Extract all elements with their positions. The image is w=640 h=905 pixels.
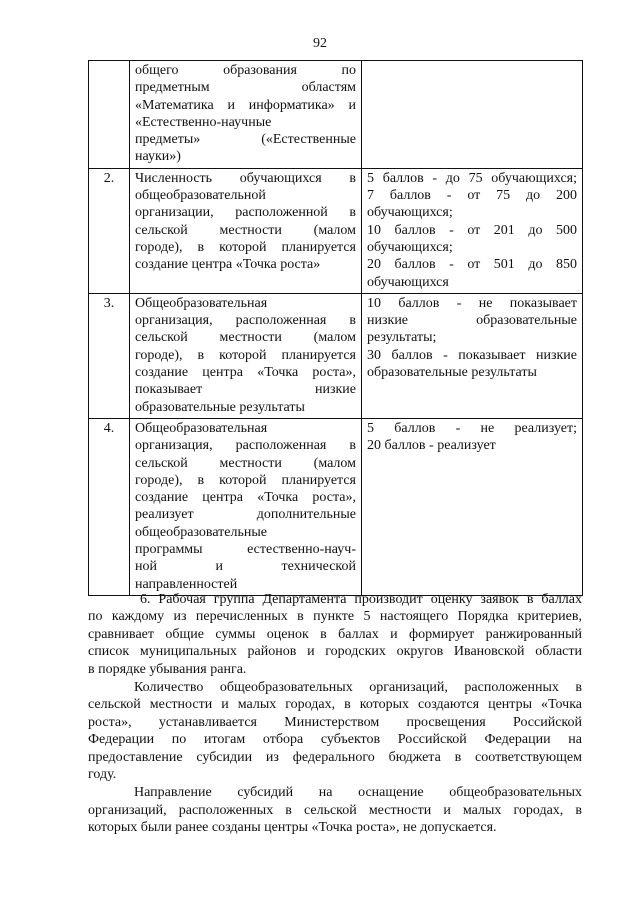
cell-text-line: обучающихся; [367, 239, 453, 255]
cell-text-line: 20 баллов - реализует [367, 438, 496, 454]
paragraph-line: предоставление субсидии из федерального бюджета в соответствующем [88, 749, 582, 765]
cell-text-line: предметы» («Естественные [135, 132, 356, 148]
cell-text-line: показывает низкие [135, 382, 356, 398]
cell-text-line: 10 баллов - от 201 до 500 [367, 222, 577, 238]
criteria-table [88, 60, 583, 596]
cell-text-line: 7 баллов - от 75 до 200 [367, 188, 577, 204]
cell-text-line: сельской местности (малом [135, 330, 356, 346]
cell-text-line: результаты; [367, 330, 437, 346]
cell-text-line: 10 баллов - не показывает [367, 295, 577, 311]
paragraph-line: Направление субсидий на оснащение общеобразовательных [134, 785, 582, 801]
row-number-cell [89, 61, 130, 169]
paragraph-line: сельской местности и малых городах, в которых создаются центры «Точка [88, 697, 582, 713]
cell-text-line: 5 баллов - до 75 обучающихся; [367, 170, 577, 186]
paragraph-line: Количество общеобразовательных организаций, расположенных в [134, 680, 582, 696]
score-cell [362, 418, 583, 595]
table-row [89, 61, 583, 169]
cell-text-line: науки») [135, 149, 181, 165]
cell-text-line: 5 баллов - не реализует; [367, 420, 577, 436]
cell-text-line: общего образования по [135, 63, 356, 78]
criterion-cell [130, 168, 362, 293]
cell-text-line: направленностей [135, 576, 238, 592]
body-paragraph [88, 591, 582, 678]
page-number: 92 [313, 36, 327, 51]
paragraph-line: организаций, расположенных в сельской местности и малых городах, в [88, 802, 582, 818]
criteria-table-body [89, 61, 583, 596]
cell-text-line: обучающихся [367, 274, 449, 290]
body-text [88, 591, 582, 838]
cell-text-line: образовательные результаты [367, 365, 537, 381]
score-cell [362, 293, 583, 418]
score-cell [362, 168, 583, 293]
cell-text-line: сельской местности (малом [135, 455, 356, 471]
cell-text-line: Общеобразовательная [135, 295, 268, 311]
paragraph-line: в порядке убывания ранга. [88, 661, 247, 677]
paragraph-line: 6. Рабочая группа Департамента производит оценку заявок в баллах [140, 592, 582, 607]
cell-text-line: сельской местности (малом [135, 222, 356, 238]
score-cell [362, 61, 583, 169]
cell-text-line: ной и технической [135, 559, 356, 575]
cell-text-line: «Математика и информатика» и [135, 97, 356, 113]
table-row [89, 418, 583, 595]
cell-text-line: 20 баллов - от 501 до 850 [367, 257, 577, 273]
table-row [89, 168, 583, 293]
cell-text-line: реализует дополнительные [135, 507, 356, 523]
cell-text-line: организация, расположенная в [135, 313, 356, 329]
paragraph-line: список муниципальных районов и городских округов Ивановской области [88, 644, 582, 660]
criterion-cell [130, 418, 362, 595]
row-number-cell: 4. [89, 418, 130, 595]
paragraph-line: роста», устанавливается Министерством просвещения Российской [88, 714, 582, 730]
table-row [89, 293, 583, 418]
cell-text-line: организация, расположенная в [135, 438, 356, 454]
cell-text-line: 30 баллов - показывает низкие [367, 347, 577, 363]
cell-text-line: городе), в которой планируется [135, 347, 356, 363]
cell-text-line: общеобразовательной [135, 188, 266, 204]
row-number-cell: 2. [89, 168, 130, 293]
cell-text-line: «Естественно-научные [135, 114, 272, 130]
cell-text-line: обучающихся; [367, 205, 453, 221]
cell-text-line: создание центра «Точка роста», [135, 365, 356, 381]
cell-text-line: предметным областям [135, 80, 356, 96]
paragraph-line: Федерации по итогам отбора субъектов Российской Федерации на [88, 732, 582, 748]
cell-text-line: образовательные результаты [135, 399, 305, 415]
criterion-cell [130, 61, 362, 169]
paragraph-line: году. [88, 767, 117, 783]
cell-text-line: организации, расположенной в [135, 205, 356, 221]
body-paragraph [88, 784, 582, 836]
cell-text-line: Общеобразовательная [135, 420, 268, 436]
cell-text-line: низкие образовательные [367, 313, 577, 329]
cell-text-line: общеобразовательные [135, 524, 267, 540]
cell-text-line: Численность обучающихся в [135, 170, 356, 186]
criterion-cell [130, 293, 362, 418]
cell-text-line: городе), в которой планируется [135, 472, 356, 488]
paragraph-line: которых были ранее созданы центры «Точка роста», не допускается. [88, 820, 497, 836]
body-paragraph [88, 679, 582, 783]
cell-text-line: создание центра «Точка роста», [135, 490, 356, 506]
cell-text-line: городе), в которой планируется [135, 239, 356, 255]
paragraph-line: по каждому из перечисленных в пункте 5 настоящего Порядка критериев, [88, 609, 582, 625]
cell-text-line: программы естественно-науч- [135, 542, 356, 558]
paragraph-line: сравнивает общие суммы оценок в баллах и формирует ранжированный [88, 626, 582, 642]
cell-text-line: создание центра «Точка роста» [135, 257, 321, 273]
row-number-cell: 3. [89, 293, 130, 418]
